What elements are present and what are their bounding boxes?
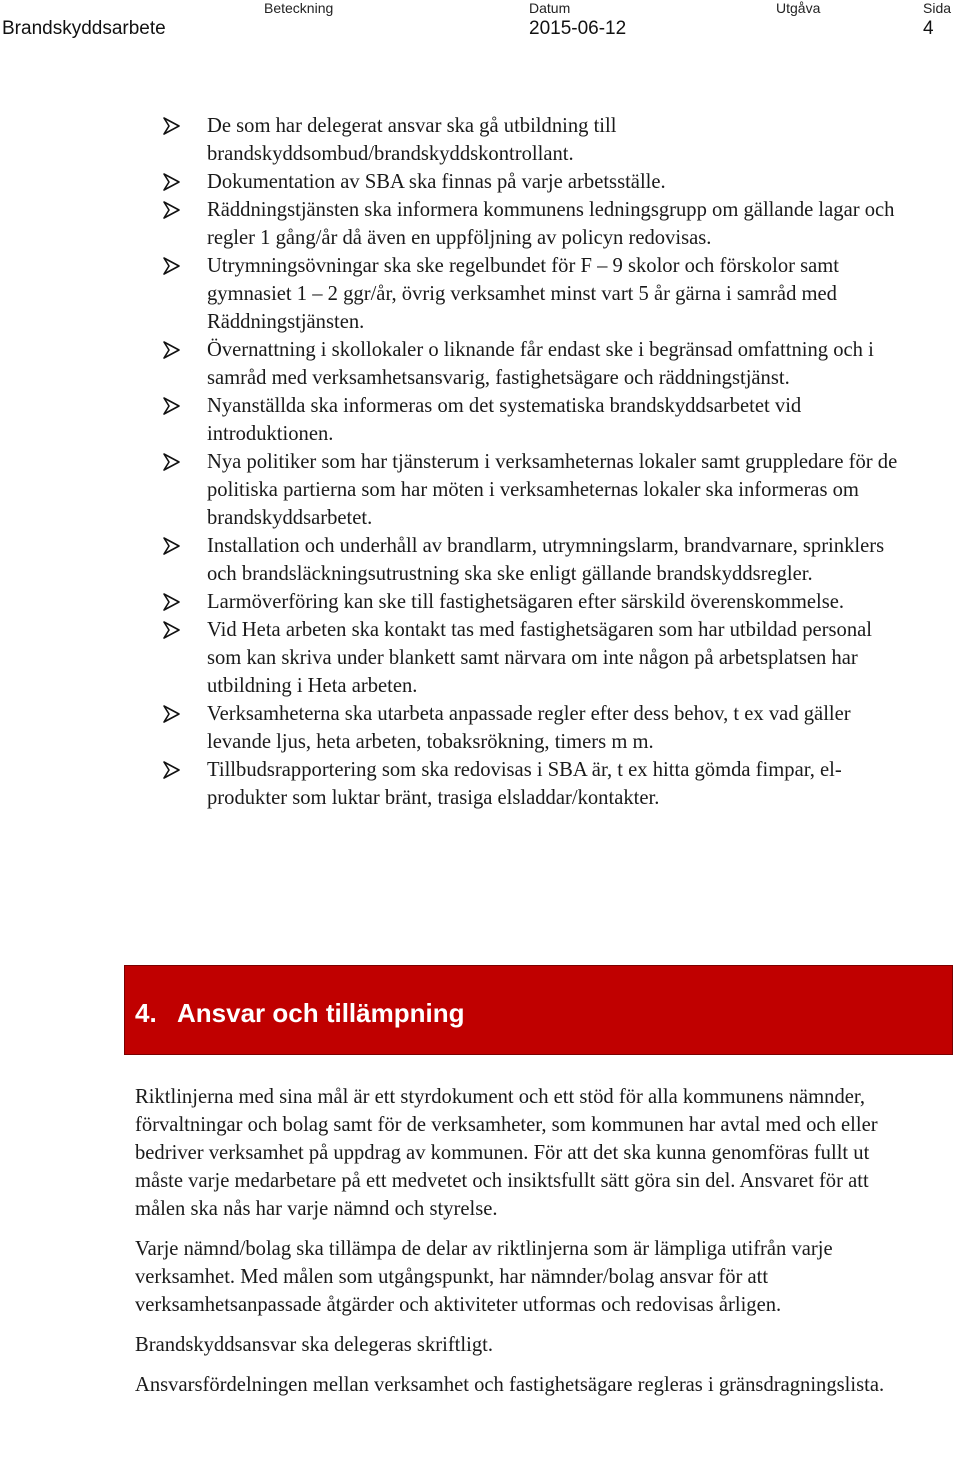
arrowhead-bullet-icon	[162, 592, 182, 612]
list-item	[162, 112, 907, 168]
date-label: Datum	[529, 0, 571, 16]
arrowhead-bullet-icon	[162, 620, 182, 640]
document-title: Brandskyddsarbete	[2, 18, 166, 39]
paragraph: Brandskyddsansvar ska delegeras skriftligt.	[135, 1334, 494, 1356]
arrowhead-bullet-icon	[162, 536, 182, 556]
list-item-text: Övernattning i skollokaler o liknande får endast ske i begränsad omfattning och i samråd med verksamhetsansvarig, fastighetsägare och räddningstjänst.	[207, 339, 874, 389]
arrowhead-bullet-icon	[162, 704, 182, 724]
list-item	[162, 756, 907, 812]
section-title: Ansvar och tillämpning	[177, 998, 465, 1028]
list-item-text: Räddningstjänsten ska informera kommunens ledningsgrupp om gällande lagar och regler 1 gång/år då även en uppföljning av policyn redovisas.	[207, 199, 895, 249]
list-item	[162, 532, 907, 588]
list-item	[162, 588, 907, 616]
date-value: 2015-06-12	[529, 18, 627, 39]
list-item	[162, 448, 907, 532]
page-label: Sida	[923, 0, 952, 16]
list-item	[162, 336, 907, 392]
arrowhead-bullet-icon	[162, 172, 182, 192]
list-item-text: Nyanställda ska informeras om det systematiska brandskyddsarbetet vid introduktionen.	[207, 395, 802, 445]
bullet-list	[162, 112, 907, 812]
list-item-text: Verksamheterna ska utarbeta anpassade regler efter dess behov, t ex vad gäller levande ljus, heta arbeten, tobaksrökning, timers m m.	[207, 703, 851, 753]
arrowhead-bullet-icon	[162, 452, 182, 472]
arrowhead-bullet-icon	[162, 760, 182, 780]
list-item-text: Nya politiker som har tjänsterum i verksamheternas lokaler samt gruppledare för de politiska partierna som har möten i verksamheternas lokaler ska informeras om brandskyddsarbetet.	[207, 451, 898, 529]
list-item	[162, 392, 907, 448]
arrowhead-bullet-icon	[162, 116, 182, 136]
list-item-text: Dokumentation av SBA ska finnas på varje arbetsställe.	[207, 171, 666, 193]
list-item-text: Larmöverföring kan ske till fastighetsägaren efter särskild överenskommelse.	[207, 591, 845, 613]
page-number: 4	[923, 18, 934, 39]
list-item	[162, 616, 907, 700]
paragraph: Ansvarsfördelningen mellan verksamhet och fastighetsägare regleras i gränsdragningslista.	[135, 1374, 885, 1396]
list-item	[162, 700, 907, 756]
list-item-text: De som har delegerat ansvar ska gå utbildning till brandskyddsombud/brandskyddskontrollant.	[207, 115, 617, 165]
list-item	[162, 252, 907, 336]
arrowhead-bullet-icon	[162, 256, 182, 276]
list-item-text: Tillbudsrapportering som ska redovisas i SBA är, t ex hitta gömda fimpar, el-produkter som luktar bränt, trasiga elsladdar/kontakter.	[207, 759, 842, 809]
paragraph: Varje nämnd/bolag ska tillämpa de delar av riktlinjerna som är lämpliga utifrån varje verksamhet. Med målen som utgångspunkt, har nämnder/bolag ansvar för att verksamhetsanpassade åtgärder och aktiviteter utformas och redovisas årligen.	[135, 1238, 833, 1316]
list-item-text: Vid Heta arbeten ska kontakt tas med fastighetsägaren som har utbildad personal som kan skriva under blankett samt närvara om inte någon på arbetsplatsen har utbildning i Heta arbeten.	[207, 619, 872, 697]
edition-label: Utgåva	[776, 0, 821, 16]
section-body	[135, 1083, 895, 1411]
section-heading-bar	[124, 965, 953, 1055]
list-item-text: Installation och underhåll av brandlarm, utrymningslarm, brandvarnare, sprinklers och brandsläckningsutrustning ska ske enligt gällande brandskyddsregler.	[207, 535, 885, 585]
section-number: 4.	[135, 998, 157, 1028]
arrowhead-bullet-icon	[162, 396, 182, 416]
paragraph: Riktlinjerna med sina mål är ett styrdokument och ett stöd för alla kommunens nämnder, förvaltningar och bolag samt för de verksamheter, som kommunen har avtal med och eller bedriver verksamhet på uppdrag av kommunen. För att det ska kunna genomföras fullt ut måste varje medarbetare på ett medvetet och insiktsfullt sätt göra sin del. Ansvaret för att målen ska nås har varje nämnd och styrelse.	[135, 1086, 878, 1220]
list-item	[162, 168, 907, 196]
list-item-text: Utrymningsövningar ska ske regelbundet för F – 9 skolor och förskolor samt gymnasiet 1 – 2 ggr/år, övrig verksamhet minst vart 5 år gärna i samråd med Räddningstjänsten.	[207, 255, 840, 333]
arrowhead-bullet-icon	[162, 340, 182, 360]
designation-label: Beteckning	[264, 0, 334, 16]
arrowhead-bullet-icon	[162, 200, 182, 220]
list-item	[162, 196, 907, 252]
